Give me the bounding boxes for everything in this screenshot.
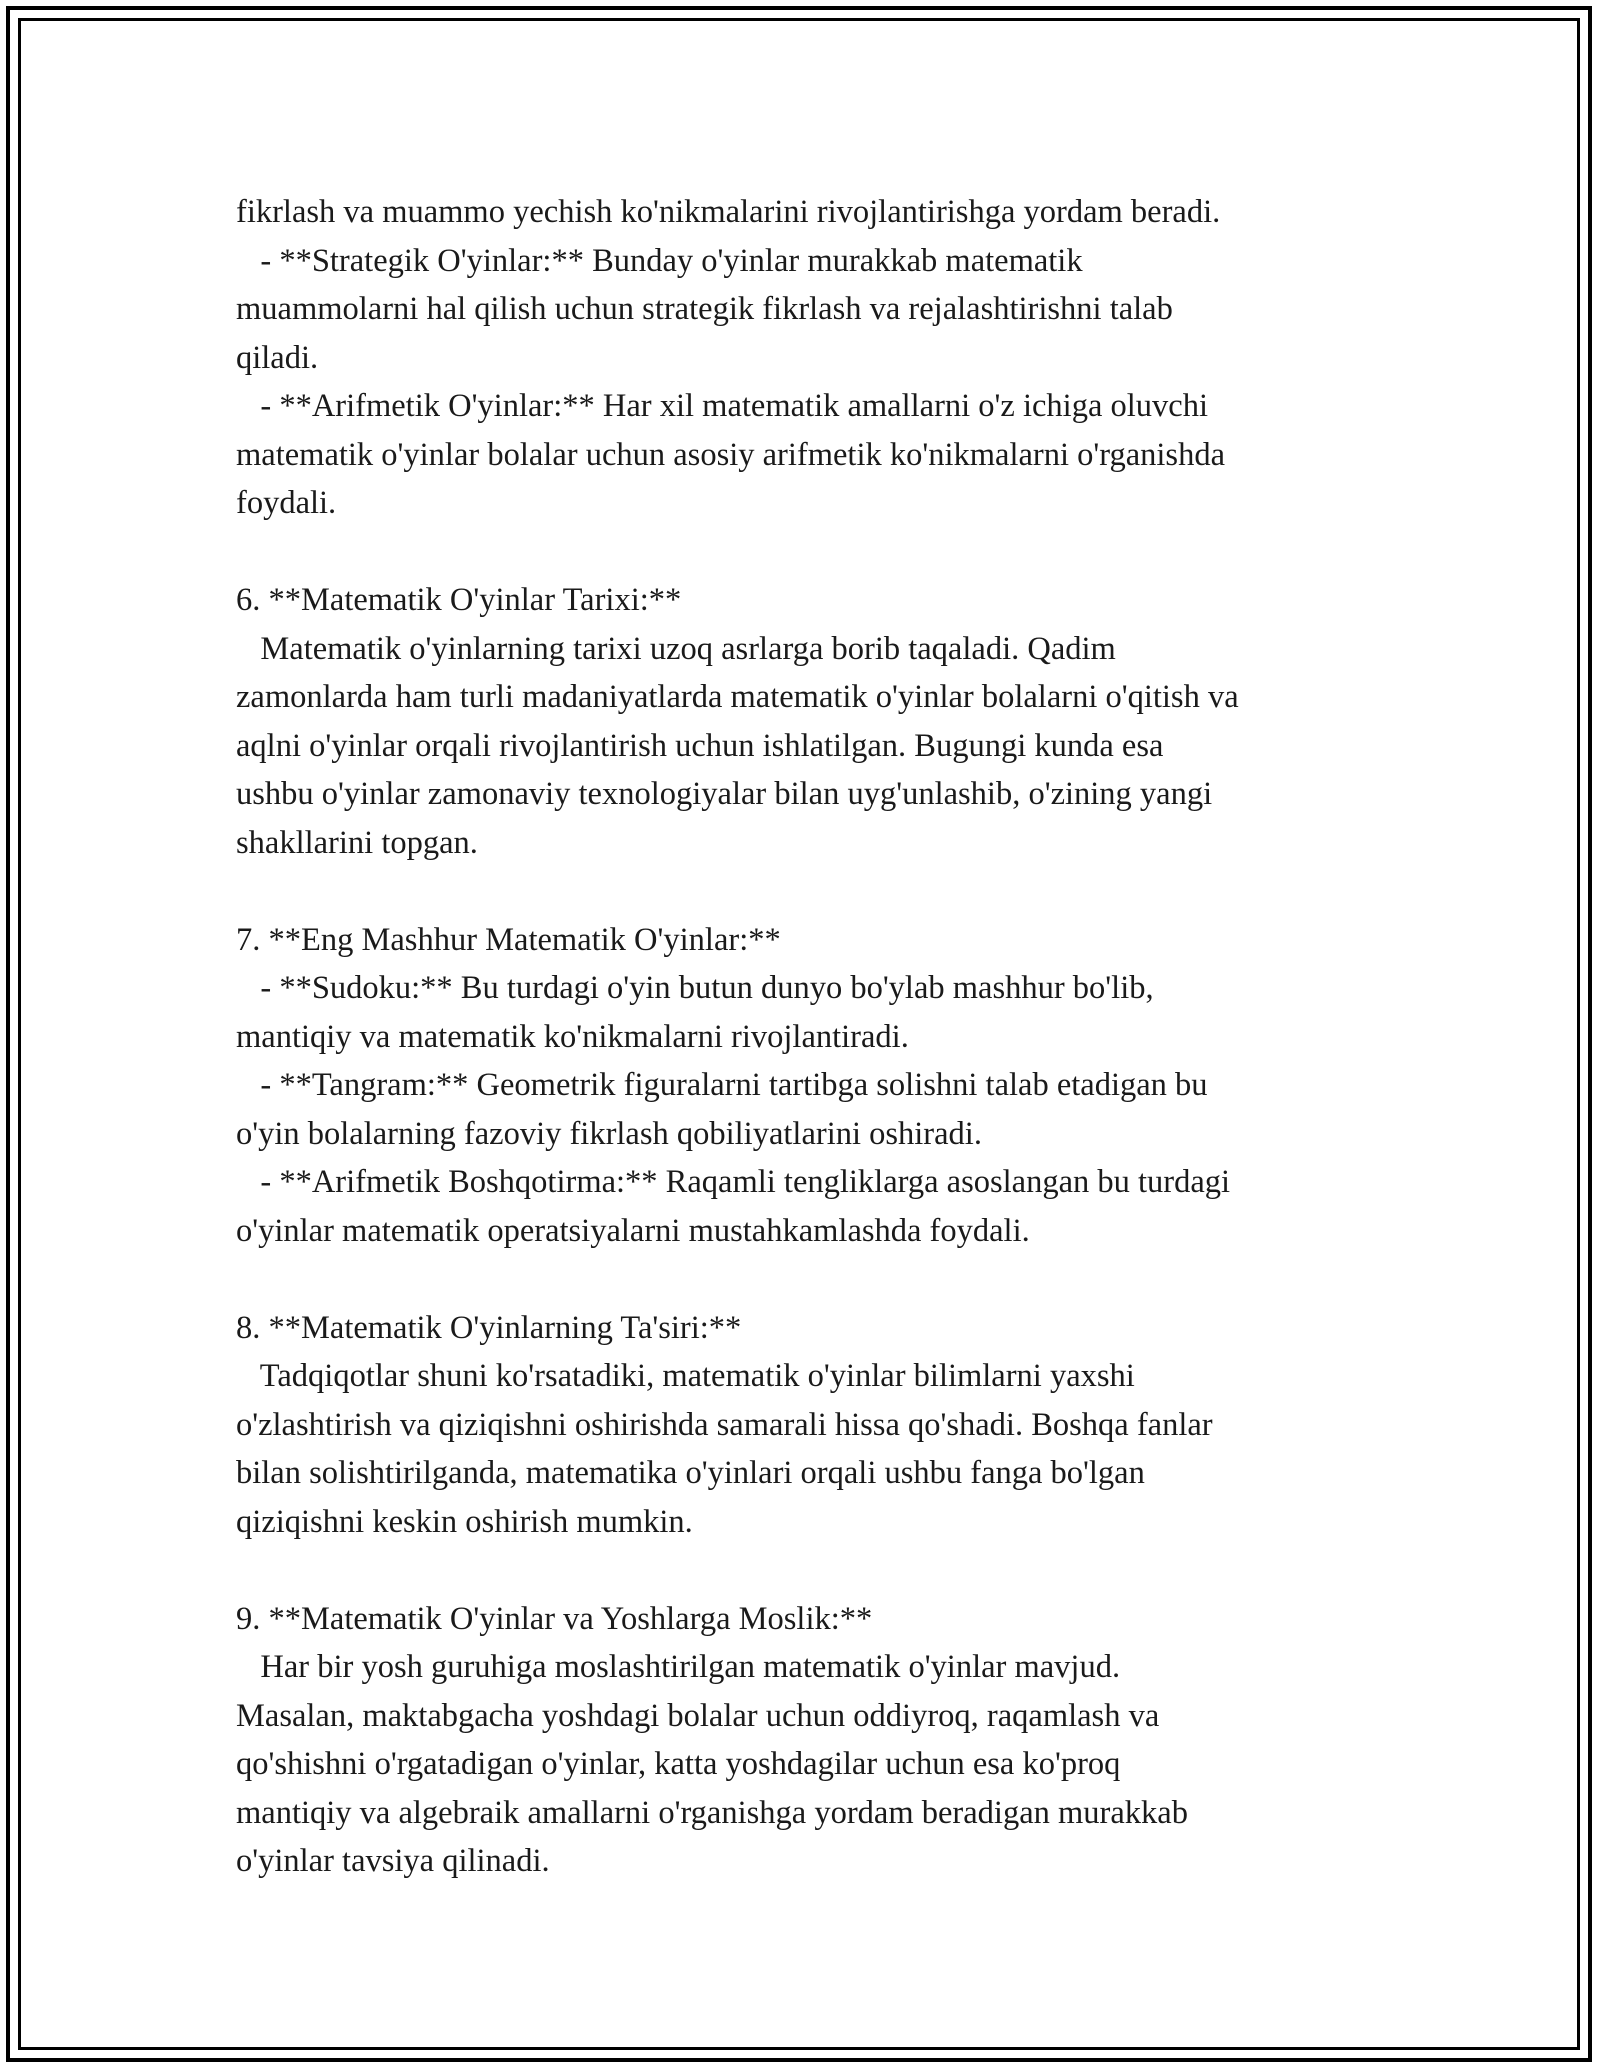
text-line: o'zlashtirish va qiziqishni oshirishda samarali hissa qo'shadi. Boshqa fanlar: [236, 1406, 1213, 1443]
section-heading-9: 9. **Matematik O'yinlar va Yoshlarga Moslik:**: [236, 1600, 873, 1637]
paragraph-gap: [236, 1546, 1416, 1595]
list-item-tangram: - **Tangram:** Geometrik figuralarni tartibga solishni talab etadigan bu: [236, 1067, 1208, 1103]
list-item-arifmetik: - **Arifmetik O'yinlar:** Har xil matematik amallarni o'z ichiga oluvchi: [236, 388, 1208, 424]
section-heading-8: 8. **Matematik O'yinlarning Ta'siri:**: [236, 1309, 742, 1346]
text-line: mantiqiy va matematik ko'nikmalarni rivojlantiradi.: [236, 1018, 909, 1055]
text-line: qiladi.: [236, 339, 319, 376]
section-heading-6: 6. **Matematik O'yinlar Tarixi:**: [236, 582, 682, 618]
document-body: [236, 188, 1416, 1886]
list-item-strategik: - **Strategik O'yinlar:** Bunday o'yinlar murakkab matematik: [236, 242, 1083, 279]
text-line: ushbu o'yinlar zamonaviy texnologiyalar bilan uyg'unlashib, o'zining yangi: [236, 776, 1213, 812]
text-line: o'yin bolalarning fazoviy fikrlash qobiliyatlarini oshiradi.: [236, 1115, 982, 1152]
text-line: Har bir yosh guruhiga moslashtirilgan matematik o'yinlar mavjud.: [236, 1649, 1121, 1685]
text-line: Tadqiqotlar shuni ko'rsatadiki, matematik o'yinlar bilimlarni yaxshi: [236, 1358, 1135, 1394]
text-line: o'yinlar tavsiya qilinadi.: [236, 1843, 550, 1879]
text-line: o'yinlar matematik operatsiyalarni mustahkamlashda foydali.: [236, 1212, 1030, 1249]
paragraph-gap: [236, 528, 1416, 577]
paragraph-gap: [236, 867, 1416, 916]
text-line: matematik o'yinlar bolalar uchun asosiy arifmetik ko'nikmalarni o'rganishda: [236, 436, 1225, 473]
text-line: foydali.: [236, 485, 337, 521]
text-line: Masalan, maktabgacha yoshdagi bolalar uchun oddiyroq, raqamlash va: [236, 1697, 1160, 1734]
text-line: shakllarini topgan.: [236, 824, 478, 861]
text-line: bilan solishtirilganda, matematika o'yinlari orqali ushbu fanga bo'lgan: [236, 1455, 1145, 1491]
list-item-sudoku: - **Sudoku:** Bu turdagi o'yin butun dunyo bo'ylab mashhur bo'lib,: [236, 970, 1154, 1006]
text-line: fikrlash va muammo yechish ko'nikmalarini rivojlantirishga yordam beradi.: [236, 194, 1221, 230]
text-line: zamonlarda ham turli madaniyatlarda matematik o'yinlar bolalarni o'qitish va: [236, 679, 1239, 715]
text-line: aqlni o'yinlar orqali rivojlantirish uchun ishlatilgan. Bugungi kunda esa: [236, 727, 1164, 764]
section-heading-7: 7. **Eng Mashhur Matematik O'yinlar:**: [236, 921, 781, 958]
paragraph-gap: [236, 1255, 1416, 1304]
text-line: mantiqiy va algebraik amallarni o'rganishga yordam beradigan murakkab: [236, 1794, 1188, 1831]
text-line: muammolarni hal qilish uchun strategik fikrlash va rejalashtirishni talab: [236, 291, 1173, 327]
text-line: qiziqishni keskin oshirish mumkin.: [236, 1503, 693, 1540]
text-line: Matematik o'yinlarning tarixi uzoq asrlarga borib taqaladi. Qadim: [236, 630, 1116, 667]
text-line: qo'shishni o'rgatadigan o'yinlar, katta yoshdagilar uchun esa ko'proq: [236, 1746, 1121, 1782]
list-item-boshqotirma: - **Arifmetik Boshqotirma:** Raqamli tengliklarga asoslangan bu turdagi: [236, 1164, 1231, 1200]
